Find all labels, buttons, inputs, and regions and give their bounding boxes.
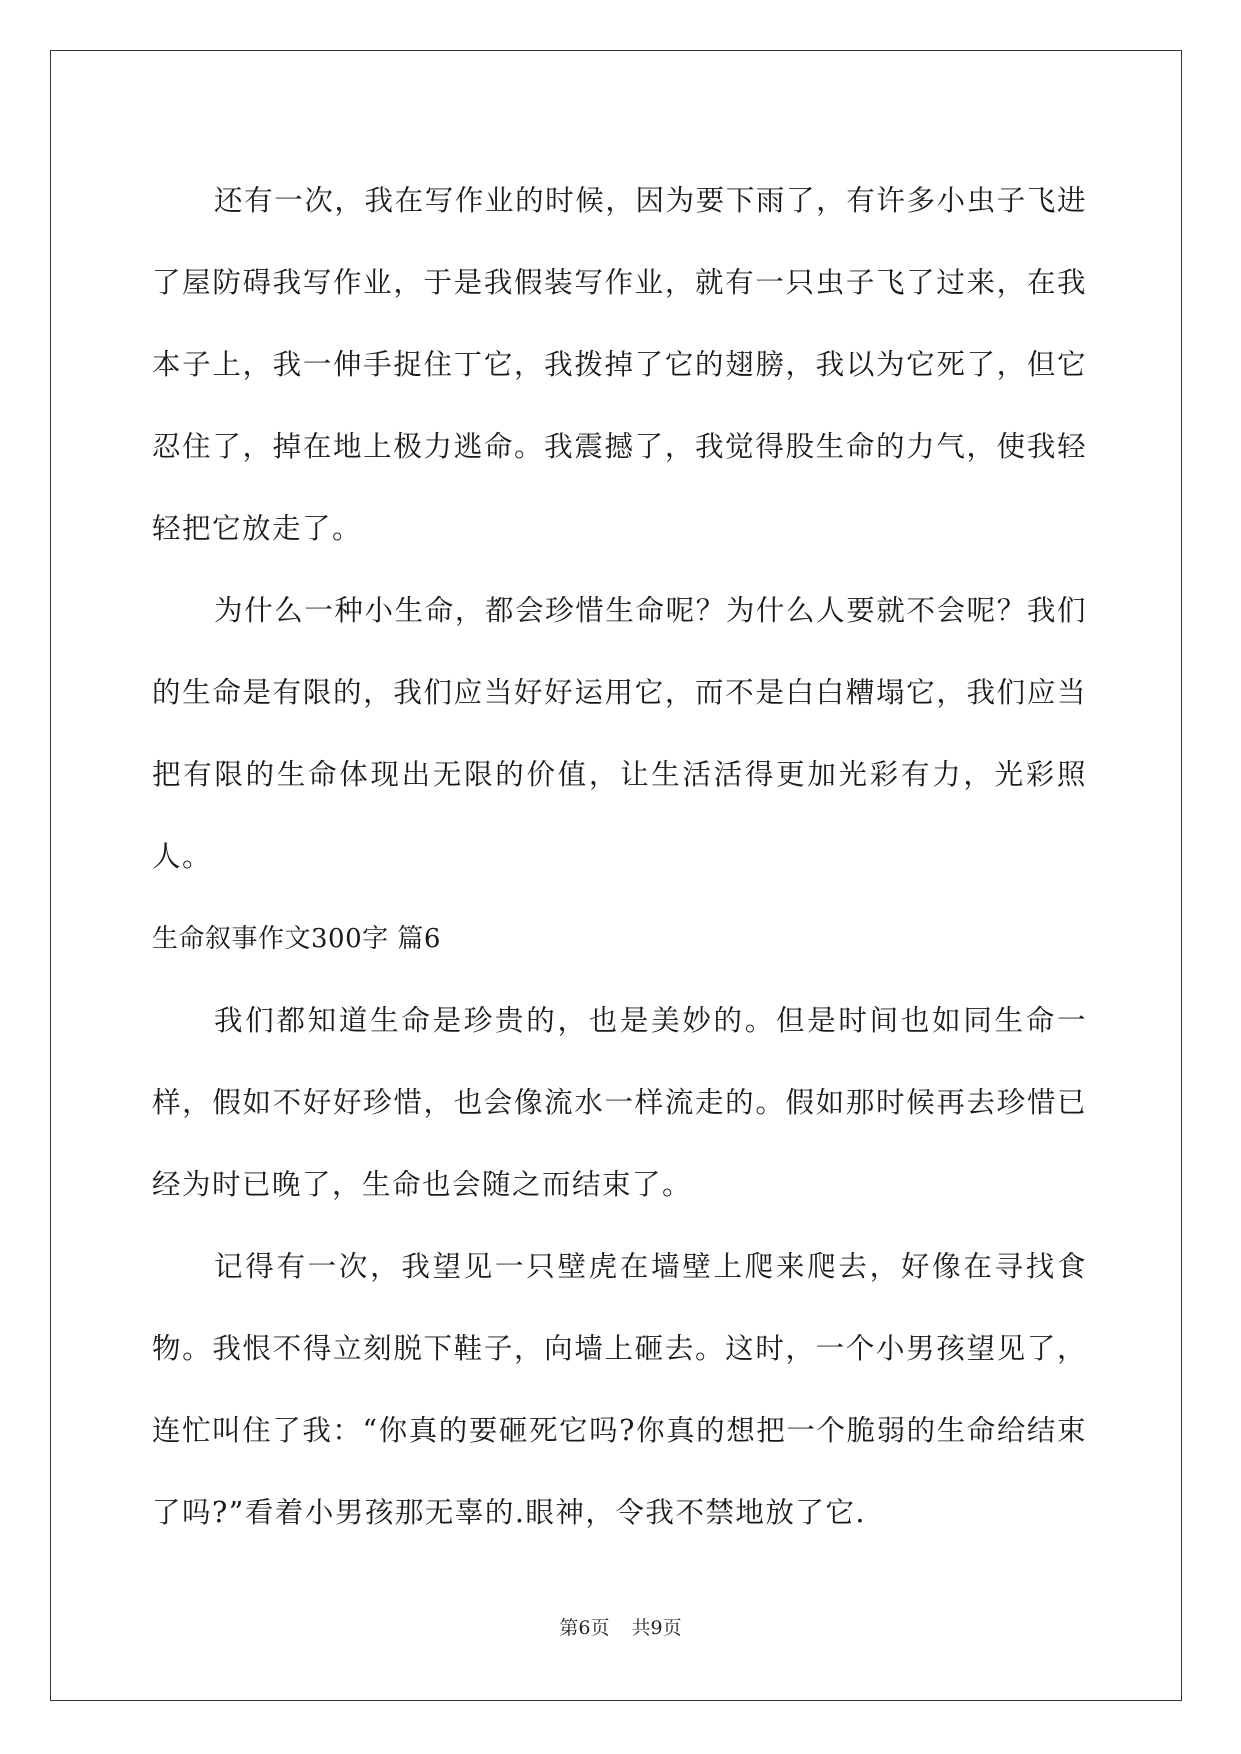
section-heading: 生命叙事作文300字 篇6 [152,924,441,954]
page-footer [0,1613,1241,1640]
paragraph: 我们都知道生命是珍贵的，也是美妙的。但是时间也如同生命一样，假如不好好珍惜，也会像流水一样流走的。假如那时候再去珍惜已经为时已晚了，生命也会随之而结束了。 [152,1004,1087,1201]
paragraph: 还有一次，我在写作业的时候，因为要下雨了，有许多小虫子飞进了屋防碍我写作业，于是我假装写作业，就有一只虫子飞了过来，在我本子上，我一伸手捉住丁它，我拨掉了它的翅膀，我以为它死了，但它忍住了，掉在地上极力逃命。我震撼了，我觉得股生命的力气，使我轻轻把它放走了。 [152,184,1087,545]
paragraph: 记得有一次，我望见一只壁虎在墙壁上爬来爬去，好像在寻找食物。我恨不得立刻脱下鞋子，向墙上砸去。这时，一个小男孩望见了，连忙叫住了我：“你真的要砸死它吗?你真的想把一个脆弱的生命给结束了吗?”看着小男孩那无辜的.眼神，令我不禁地放了它. [152,1250,1087,1529]
page-total: 共9页 [631,1617,682,1639]
paragraph: 为什么一种小生命，都会珍惜生命呢？为什么人要就不会呢？我们的生命是有限的，我们应当好好运用它，而不是白白糟塌它，我们应当把有限的生命体现出无限的价值，让生活活得更加光彩有力，光彩照人。 [152,594,1087,873]
document-body [152,160,1087,1554]
page-number: 第6页 [559,1617,610,1639]
